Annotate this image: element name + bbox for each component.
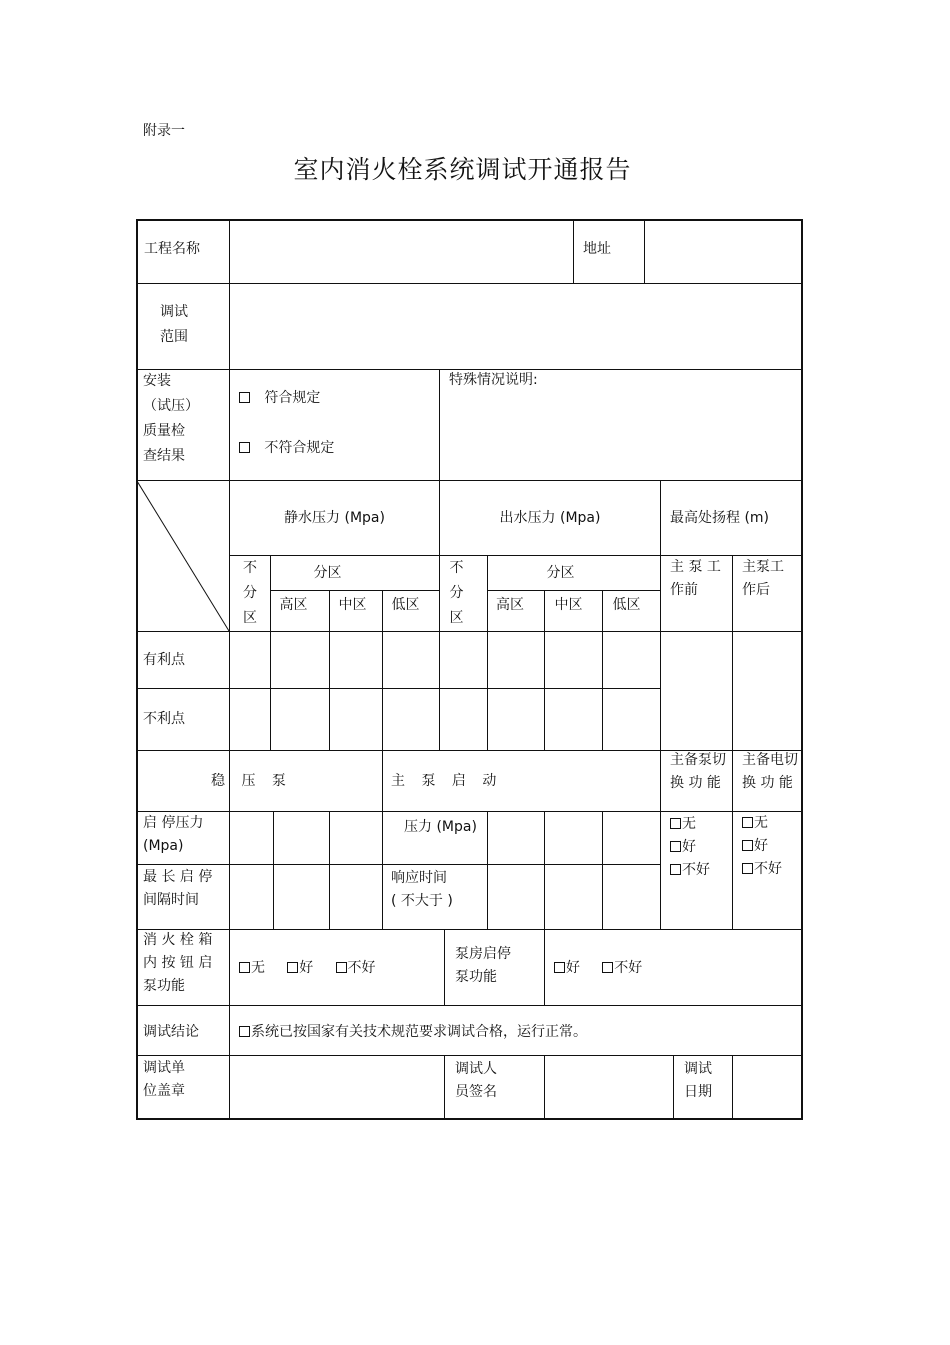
standby-power-switch-options (742, 812, 782, 881)
noncompliant-option[interactable]: 不符合规定 (239, 438, 334, 458)
row-divider (137, 480, 802, 481)
col-divider (487, 812, 488, 929)
pump-before-header: 主 泵 工 作前 (670, 559, 721, 598)
option-good[interactable]: 好 (287, 960, 313, 976)
option-bad[interactable]: 不好 (742, 858, 782, 881)
col-divider (544, 930, 545, 1005)
pressure-label: 压力 (Mpa) (404, 819, 477, 835)
option-none[interactable]: 无 (742, 812, 782, 835)
inspection-result-label: 安装 （试压） 质量检 查结果 (143, 373, 199, 464)
col-divider (544, 1056, 545, 1118)
diagonal-header-line (137, 481, 230, 631)
high-zone-header: 高区 (496, 597, 524, 613)
option-good[interactable]: 好 (554, 960, 580, 976)
mid-zone-header: 中区 (554, 597, 583, 613)
pump-room-label: 泵房启停 泵功能 (455, 946, 511, 985)
checkbox-icon (239, 442, 250, 453)
pump-room-options (554, 958, 642, 978)
conclusion-option[interactable]: 系统已按国家有关技术规范要求调试合格，运行正常。 (239, 1022, 587, 1042)
high-zone-header: 高区 (279, 597, 308, 613)
static-pressure-header: 静水压力 (Mpa) (284, 510, 385, 526)
checkbox-icon (742, 817, 753, 828)
checkbox-icon (670, 841, 681, 852)
checkbox-icon (239, 962, 250, 973)
col-divider (444, 930, 445, 1005)
row-divider (137, 929, 802, 930)
row-divider (137, 283, 802, 284)
col-divider (573, 220, 574, 283)
appendix-label: 附录一 (143, 123, 185, 139)
col-divider (329, 812, 330, 929)
favorable-point-label: 有利点 (143, 652, 185, 668)
option-none[interactable]: 无 (670, 813, 710, 836)
unfavorable-point-label: 不利点 (143, 711, 185, 727)
option-bad[interactable]: 不好 (602, 960, 642, 976)
special-note-label: 特殊情况说明: (449, 372, 538, 388)
checkbox-icon (670, 818, 681, 829)
outlet-pressure-header: 出水压力 (Mpa) (499, 510, 601, 526)
zoned-header: 分区 (546, 565, 575, 581)
hydrant-button-label: 消 火 栓 箱 内 按 钮 启 泵功能 (143, 932, 213, 994)
zoned-header: 分区 (313, 565, 342, 581)
main-pump-start-label: 主 泵 启 动 (391, 773, 503, 789)
row-divider (270, 590, 439, 591)
col-divider (444, 1056, 445, 1118)
pump-after-header: 主泵工 作后 (742, 559, 784, 598)
col-divider (660, 481, 661, 929)
max-lift-header: 最高处扬程 (m) (670, 510, 770, 526)
checkbox-icon (742, 840, 753, 851)
date-label: 调试 日期 (684, 1061, 712, 1100)
col-divider (273, 812, 274, 929)
conclusion-label: 调试结论 (143, 1024, 199, 1040)
col-divider (602, 812, 603, 929)
col-divider (732, 556, 733, 929)
col-divider (544, 812, 545, 929)
mid-zone-header: 中区 (338, 597, 367, 613)
standby-pump-switch-options (670, 813, 710, 882)
row-divider (137, 864, 660, 865)
signature-label: 调试人 员签名 (455, 1061, 497, 1100)
standby-power-switch-label: 主备电切 换 功 能 (742, 752, 798, 791)
checkbox-icon (287, 962, 298, 973)
col-divider (673, 1056, 674, 1118)
row-divider (137, 631, 802, 632)
row-divider (487, 590, 660, 591)
page-title: 室内消火栓系统调试开通报告 (293, 155, 632, 184)
low-zone-header: 低区 (391, 597, 420, 613)
stabilizer-pump-label: 稳 压 泵 (211, 773, 292, 789)
col-divider (732, 1056, 733, 1118)
option-bad[interactable]: 不好 (336, 960, 376, 976)
col-divider (270, 556, 271, 750)
checkbox-icon (336, 962, 347, 973)
undivided-header: 不 分 区 (243, 560, 257, 626)
col-divider (487, 556, 488, 750)
option-none[interactable]: 无 (239, 960, 265, 976)
row-divider (137, 688, 660, 689)
address-label: 地址 (583, 241, 611, 257)
checkbox-icon (602, 962, 613, 973)
start-stop-pressure-label: 启 停压力 (Mpa) (143, 815, 204, 854)
standby-pump-switch-label: 主备泵切 换 功 能 (670, 752, 726, 791)
max-interval-label: 最 长 启 停 间隔时间 (143, 869, 213, 908)
col-divider (644, 220, 645, 283)
checkbox-icon (239, 1026, 250, 1037)
unit-seal-label: 调试单 位盖章 (143, 1060, 185, 1099)
row-divider (137, 1055, 802, 1056)
col-divider (382, 812, 383, 929)
checkbox-icon (239, 392, 250, 403)
project-name-label: 工程名称 (144, 241, 200, 257)
col-divider (382, 751, 383, 811)
row-divider (137, 811, 802, 812)
low-zone-header: 低区 (612, 597, 641, 613)
option-good[interactable]: 好 (670, 836, 710, 859)
checkbox-icon (670, 864, 681, 875)
checkbox-icon (742, 863, 753, 874)
option-bad[interactable]: 不好 (670, 859, 710, 882)
response-time-label: 响应时间 ( 不大于 ) (391, 870, 453, 909)
option-good[interactable]: 好 (742, 835, 782, 858)
undivided-header: 不 分 区 (449, 560, 464, 626)
scope-label: 调试 范围 (160, 304, 188, 345)
row-divider (137, 1005, 802, 1006)
col-divider (229, 220, 230, 1118)
compliant-option[interactable]: 符合规定 (239, 388, 320, 408)
checkbox-icon (554, 962, 565, 973)
hydrant-button-options (239, 958, 376, 978)
